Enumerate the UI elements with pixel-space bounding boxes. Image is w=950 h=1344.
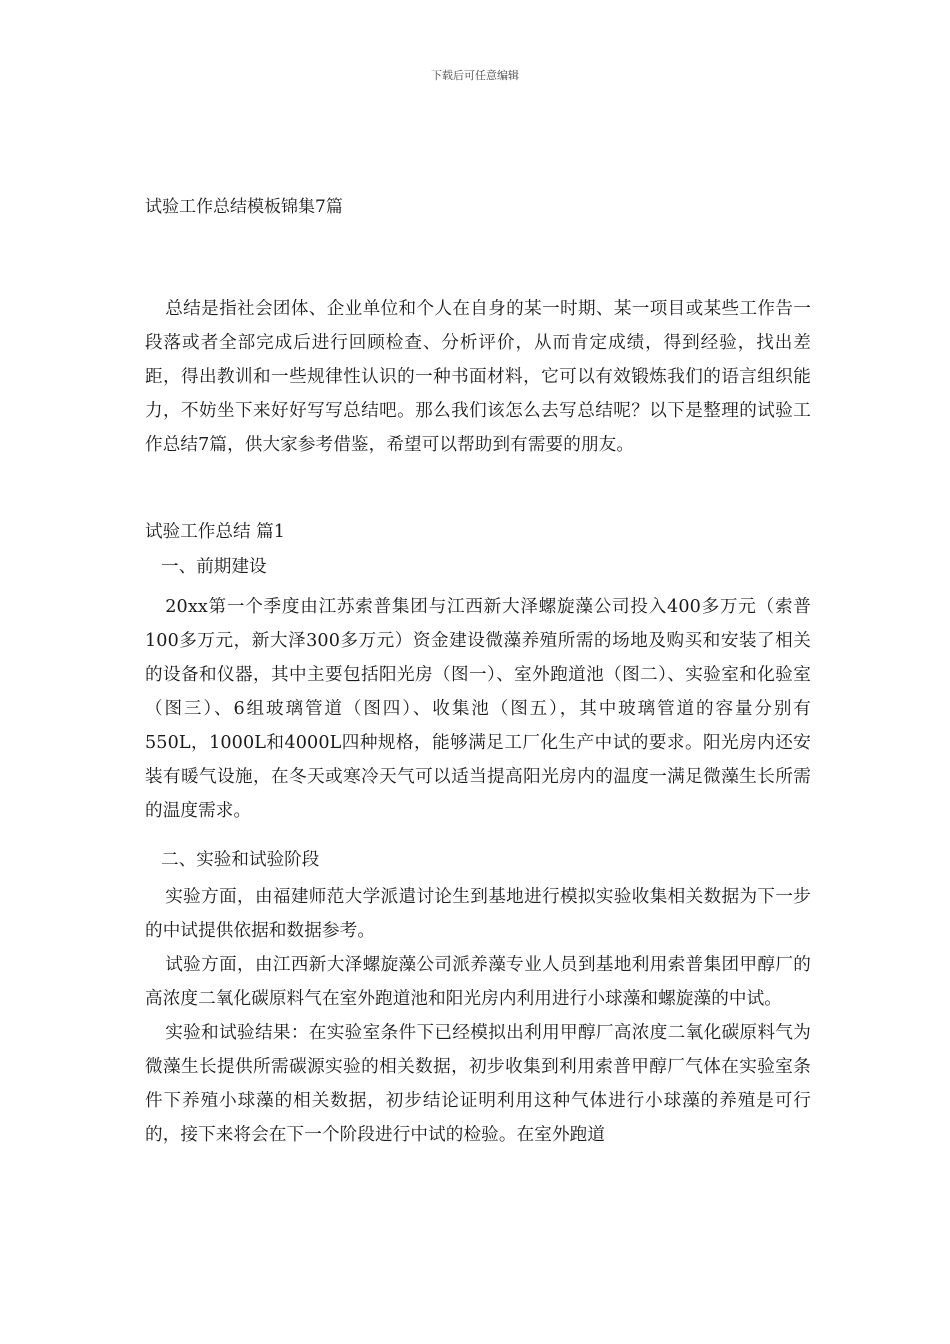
results-paragraph: 实验和试验结果：在实验室条件下已经模拟出利用甲醇厂高浓度二氧化碳原料气为微藻生长提供所需碳源实验的相关数据，初步收集到利用索普甲醇厂气体在实验室条件下养殖小球藻的相关数据，初步结论证明利用这种气体进行小球藻的养殖是可行的，接下来将会在下一个阶段进行中试的检验。在室外跑道	[145, 1023, 811, 1145]
subsection-heading-experiment-stage: 二、实验和试验阶段	[161, 850, 320, 870]
page-header-note: 下载后可任意编辑	[431, 69, 519, 82]
construction-block	[145, 590, 811, 828]
subsection-heading-early-construction: 一、前期建设	[161, 557, 267, 577]
document-title: 试验工作总结模板锦集7篇	[145, 197, 343, 217]
experiment-block	[145, 880, 811, 1152]
pilot-test-paragraph: 试验方面，由江西新大泽螺旋藻公司派养藻专业人员到基地利用索普集团甲醇厂的高浓度二氧化碳原料气在室外跑道池和阳光房内利用进行小球藻和螺旋藻的中试。	[145, 955, 811, 1009]
construction-paragraph: 20xx第一个季度由江苏索普集团与江西新大泽螺旋藻公司投入400多万元（索普100多万元，新大泽300多万元）资金建设微藻养殖所需的场地及购买和安装了相关的设备和仪器，其中主要包括阳光房（图一）、室外跑道池（图二）、实验室和化验室（图三）、6组玻璃管道（图四）、收集池（图五），其中玻璃管道的容量分别有550L，1000L和4000L四种规格，能够满足工厂化生产中试的要求。阳光房内还安装有暖气设施，在冬天或寒冷天气可以适当提高阳光房内的温度一满足微藻生长所需的温度需求。	[145, 597, 811, 821]
intro-block	[145, 292, 811, 462]
intro-paragraph: 总结是指社会团体、企业单位和个人在自身的某一时期、某一项目或某些工作告一段落或者全部完成后进行回顾检查、分析评价，从而肯定成绩，得到经验，找出差距，得出教训和一些规律性认识的一种书面材料，它可以有效锻炼我们的语言组织能力，不妨坐下来好好写写总结吧。那么我们该怎么去写总结呢？以下是整理的试验工作总结7篇，供大家参考借鉴，希望可以帮助到有需要的朋友。	[145, 299, 811, 455]
section-title: 试验工作总结 篇1	[145, 522, 285, 542]
lab-experiment-paragraph: 实验方面，由福建师范大学派遣讨论生到基地进行模拟实验收集相关数据为下一步的中试提供依据和数据参考。	[145, 887, 811, 941]
